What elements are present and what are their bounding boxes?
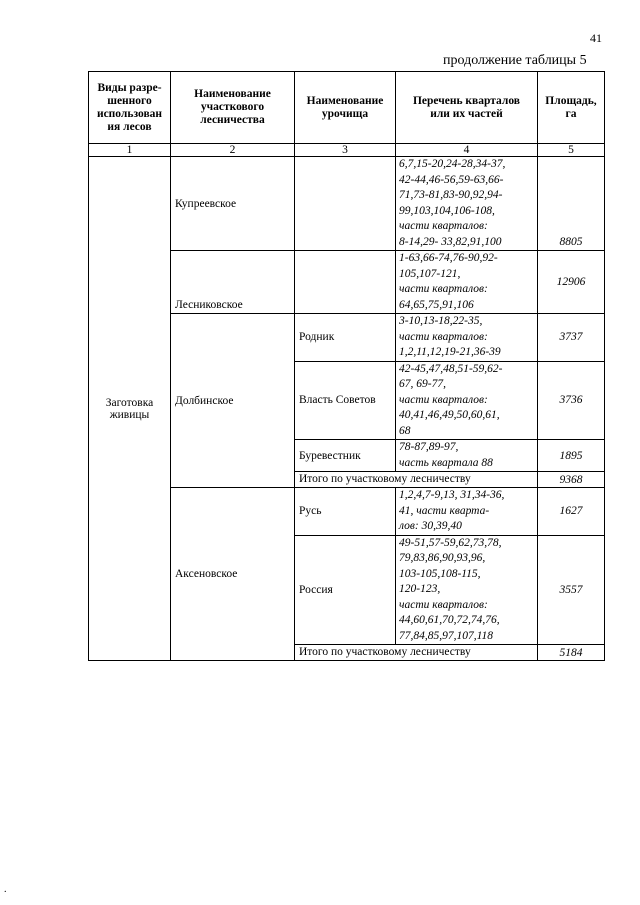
forestry-name: Купреевское — [171, 157, 295, 251]
area-value: 12906 — [538, 251, 605, 314]
column-number: 5 — [538, 144, 605, 157]
header-area: Площадь, га — [538, 72, 605, 144]
area-value: 3557 — [538, 535, 605, 645]
header-forestry: Наименование участкового лесничества — [171, 72, 295, 144]
quarters-list: 42-45,47,48,51-59,62- 67, 69-77, части кварталов: 40,41,46,49,50,60,61, 68 — [396, 361, 538, 440]
table-row — [89, 157, 605, 251]
page-number: 41 — [590, 31, 602, 45]
total-value: 5184 — [538, 645, 605, 661]
header-tract: Наименование урочища — [295, 72, 396, 144]
tract-empty — [295, 251, 396, 314]
tract-name: Буревестник — [295, 440, 396, 472]
area-value: 3736 — [538, 361, 605, 440]
quarters-list: 6,7,15-20,24-28,34-37, 42-44,46-56,59-63,66- 71,73-81,83-90,92,94- 99,103,104,106-108, части кварталов: 8-14,29- 33,82,91,100 — [396, 157, 538, 251]
margin-mark: . — [4, 884, 7, 895]
quarters-list: 1-63,66-74,76-90,92- 105,107-121, части кварталов: 64,65,75,91,106 — [396, 251, 538, 314]
tract-name: Родник — [295, 314, 396, 362]
table-caption: продолжение таблицы 5 — [443, 53, 587, 68]
area-value: 1895 — [538, 440, 605, 472]
tract-name: Русь — [295, 488, 396, 536]
quarters-list: 1,2,4,7-9,13, 31,34-36, 41, части кварта- лов: 30,39,40 — [396, 488, 538, 536]
total-label: Итого по участковому лесничеству — [295, 645, 538, 661]
total-label: Итого по участковому лесничеству — [295, 472, 538, 488]
quarters-list: 78-87,89-97, часть квартала 88 — [396, 440, 538, 472]
total-value: 9368 — [538, 472, 605, 488]
forest-use-table — [88, 71, 605, 661]
quarters-list: 3-10,13-18,22-35, части кварталов: 1,2,11,12,19-21,36-39 — [396, 314, 538, 362]
tract-name: Россия — [295, 535, 396, 645]
column-numbers-row — [89, 144, 605, 157]
column-number: 1 — [89, 144, 171, 157]
column-number: 4 — [396, 144, 538, 157]
tract-empty — [295, 157, 396, 251]
area-value: 8805 — [538, 157, 605, 251]
header-quarters: Перечень кварталов или их частей — [396, 72, 538, 144]
area-value: 1627 — [538, 488, 605, 536]
tract-name: Власть Советов — [295, 361, 396, 440]
header-use-type: Виды разре- шенного использован ия лесов — [89, 72, 171, 144]
forestry-name: Долбинское — [171, 314, 295, 488]
forestry-name: Лесниковское — [171, 251, 295, 314]
quarters-list: 49-51,57-59,62,73,78, 79,83,86,90,93,96, 103-105,108-115, 120-123, части кварталов: 44,60,61,70,72,74,76, 77,84,85,97,107,118 — [396, 535, 538, 645]
area-value: 3737 — [538, 314, 605, 362]
column-number: 3 — [295, 144, 396, 157]
header-row — [89, 72, 605, 144]
use-type-cell: Заготовка живицы — [89, 157, 171, 661]
column-number: 2 — [171, 144, 295, 157]
forestry-name: Аксеновское — [171, 488, 295, 661]
